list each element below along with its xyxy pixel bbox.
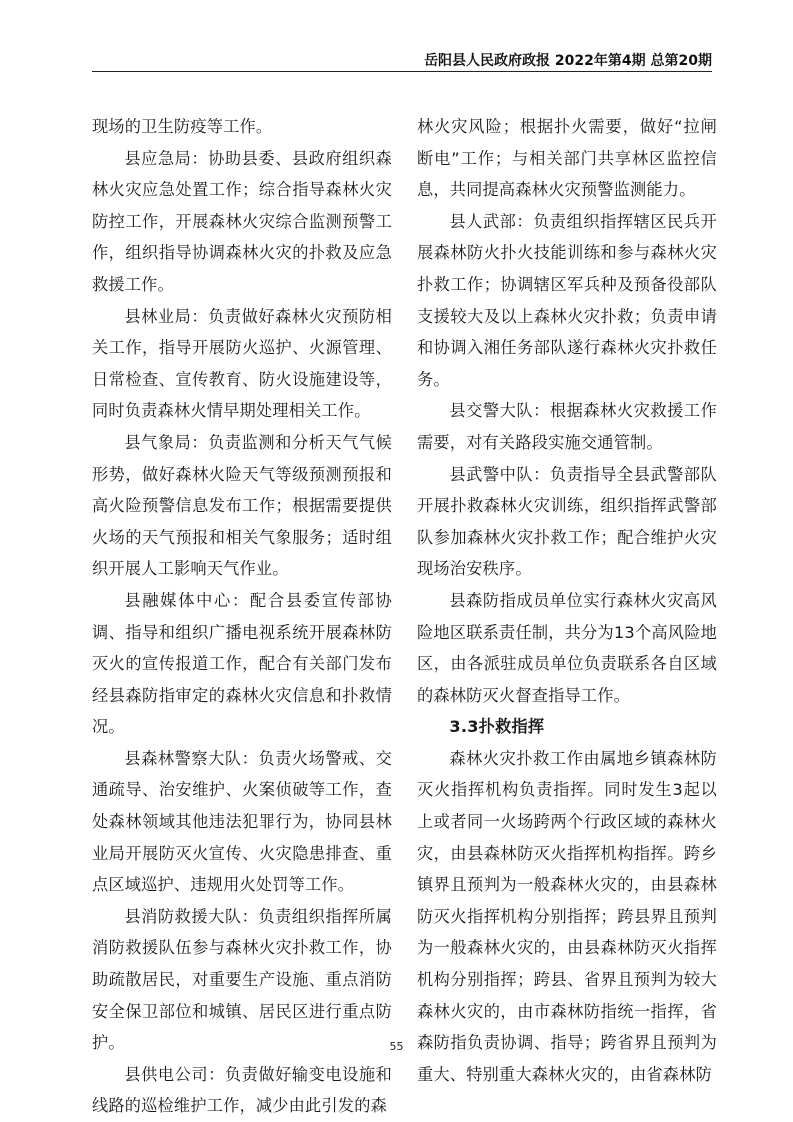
paragraph: 县交警大队：根据森林火灾救援工作需要，对有关路段实施交通管制。 (417, 401, 717, 452)
paragraph: 县气象局：负责监测和分析天气气候形势，做好森林火险天气等级预测预报和高火险预警信息发布工作；根据需要提供火场的天气预报和相关气象服务；适时组织开展人工影响天气作业。 (92, 432, 392, 579)
paragraph: 县森防指成员单位实行森林火灾高风险地区联系责任制，共分为13个高风险地区，由各派驻成员单位负责联系各自区域的森林防灭火督查指导工作。 (417, 590, 717, 705)
page-number: 55 (389, 1040, 404, 1053)
paragraph: 县消防救援大队：负责组织指挥所属消防救援队伍参与森林火灾扑救工作，协助疏散居民，对重要生产设施、重点消防安全保卫部位和城镇、居民区进行重点防护。 (92, 906, 392, 1053)
paragraph: 森林火灾扑救工作由属地乡镇森林防灭火指挥机构负责指挥。同时发生3起以上或者同一火场跨两个行政区域的森林火灾，由县森林防灭火指挥机构指挥。跨乡镇界且预判为一般森林火灾的，由县森林防灭火指挥机构分别指挥；跨县界且预判为一般森林火灾的，由县森林防灭火指挥机构分别指挥；跨县、省界且预判为较大森林火灾的，由市森林防指统一指挥，省森防指负责协调、指导；跨省界且预判为重大、特别重大森林火灾的，由省森林防 (417, 748, 717, 1084)
left-column (92, 111, 392, 1122)
paragraph: 县供电公司：负责做好输变电设施和线路的巡检维护工作，减少由此引发的森 (92, 1064, 392, 1116)
paragraph: 现场的卫生防疫等工作。 (92, 117, 273, 136)
header-divider (92, 71, 712, 72)
running-header: 岳阳县人民政府政报 2022年第4期 总第20期 (424, 53, 712, 69)
right-column (417, 111, 717, 1090)
paragraph: 县人武部：负责组织指挥辖区民兵开展森林防火扑火技能训练和参与森林火灾扑救工作；协调辖区军兵种及预备役部队支援较大及以上森林火灾扑救；负责申请和协调入湘任务部队遂行森林火灾扑救任务。 (417, 211, 717, 389)
paragraph: 县应急局：协助县委、县政府组织森林火灾应急处置工作；综合指导森林火灾防控工作，开展森林火灾综合监测预警工作，组织指导协调森林火灾的扑救及应急救援工作。 (92, 148, 392, 294)
paragraph: 县森林警察大队：负责火场警戒、交通疏导、治安维护、火案侦破等工作，查处森林领域其他违法犯罪行为，协同县林业局开展防灭火宣传、火灾隐患排查、重点区域巡护、违规用火处罚等工作。 (92, 748, 392, 895)
paragraph: 县林业局：负责做好森林火灾预防相关工作，指导开展防火巡护、火源管理、日常检查、宣传教育、防火设施建设等，同时负责森林火情早期处理相关工作。 (92, 306, 392, 421)
paragraph: 县武警中队：负责指导全县武警部队开展扑救森林火灾训练，组织指挥武警部队参加森林火灾扑救工作；配合维护火灾现场治安秩序。 (417, 464, 717, 579)
section-heading: 3.3扑救指挥 (449, 717, 545, 737)
paragraph: 县融媒体中心：配合县委宣传部协调、指导和组织广播电视系统开展森林防灭火的宣传报道工作，配合有关部门发布经县森防指审定的森林火灾信息和扑救情况。 (92, 590, 392, 737)
paragraph: 林火灾风险；根据扑火需要，做好“拉闸断电”工作；与相关部门共享林区监控信息，共同提高森林火灾预警监测能力。 (417, 117, 717, 200)
